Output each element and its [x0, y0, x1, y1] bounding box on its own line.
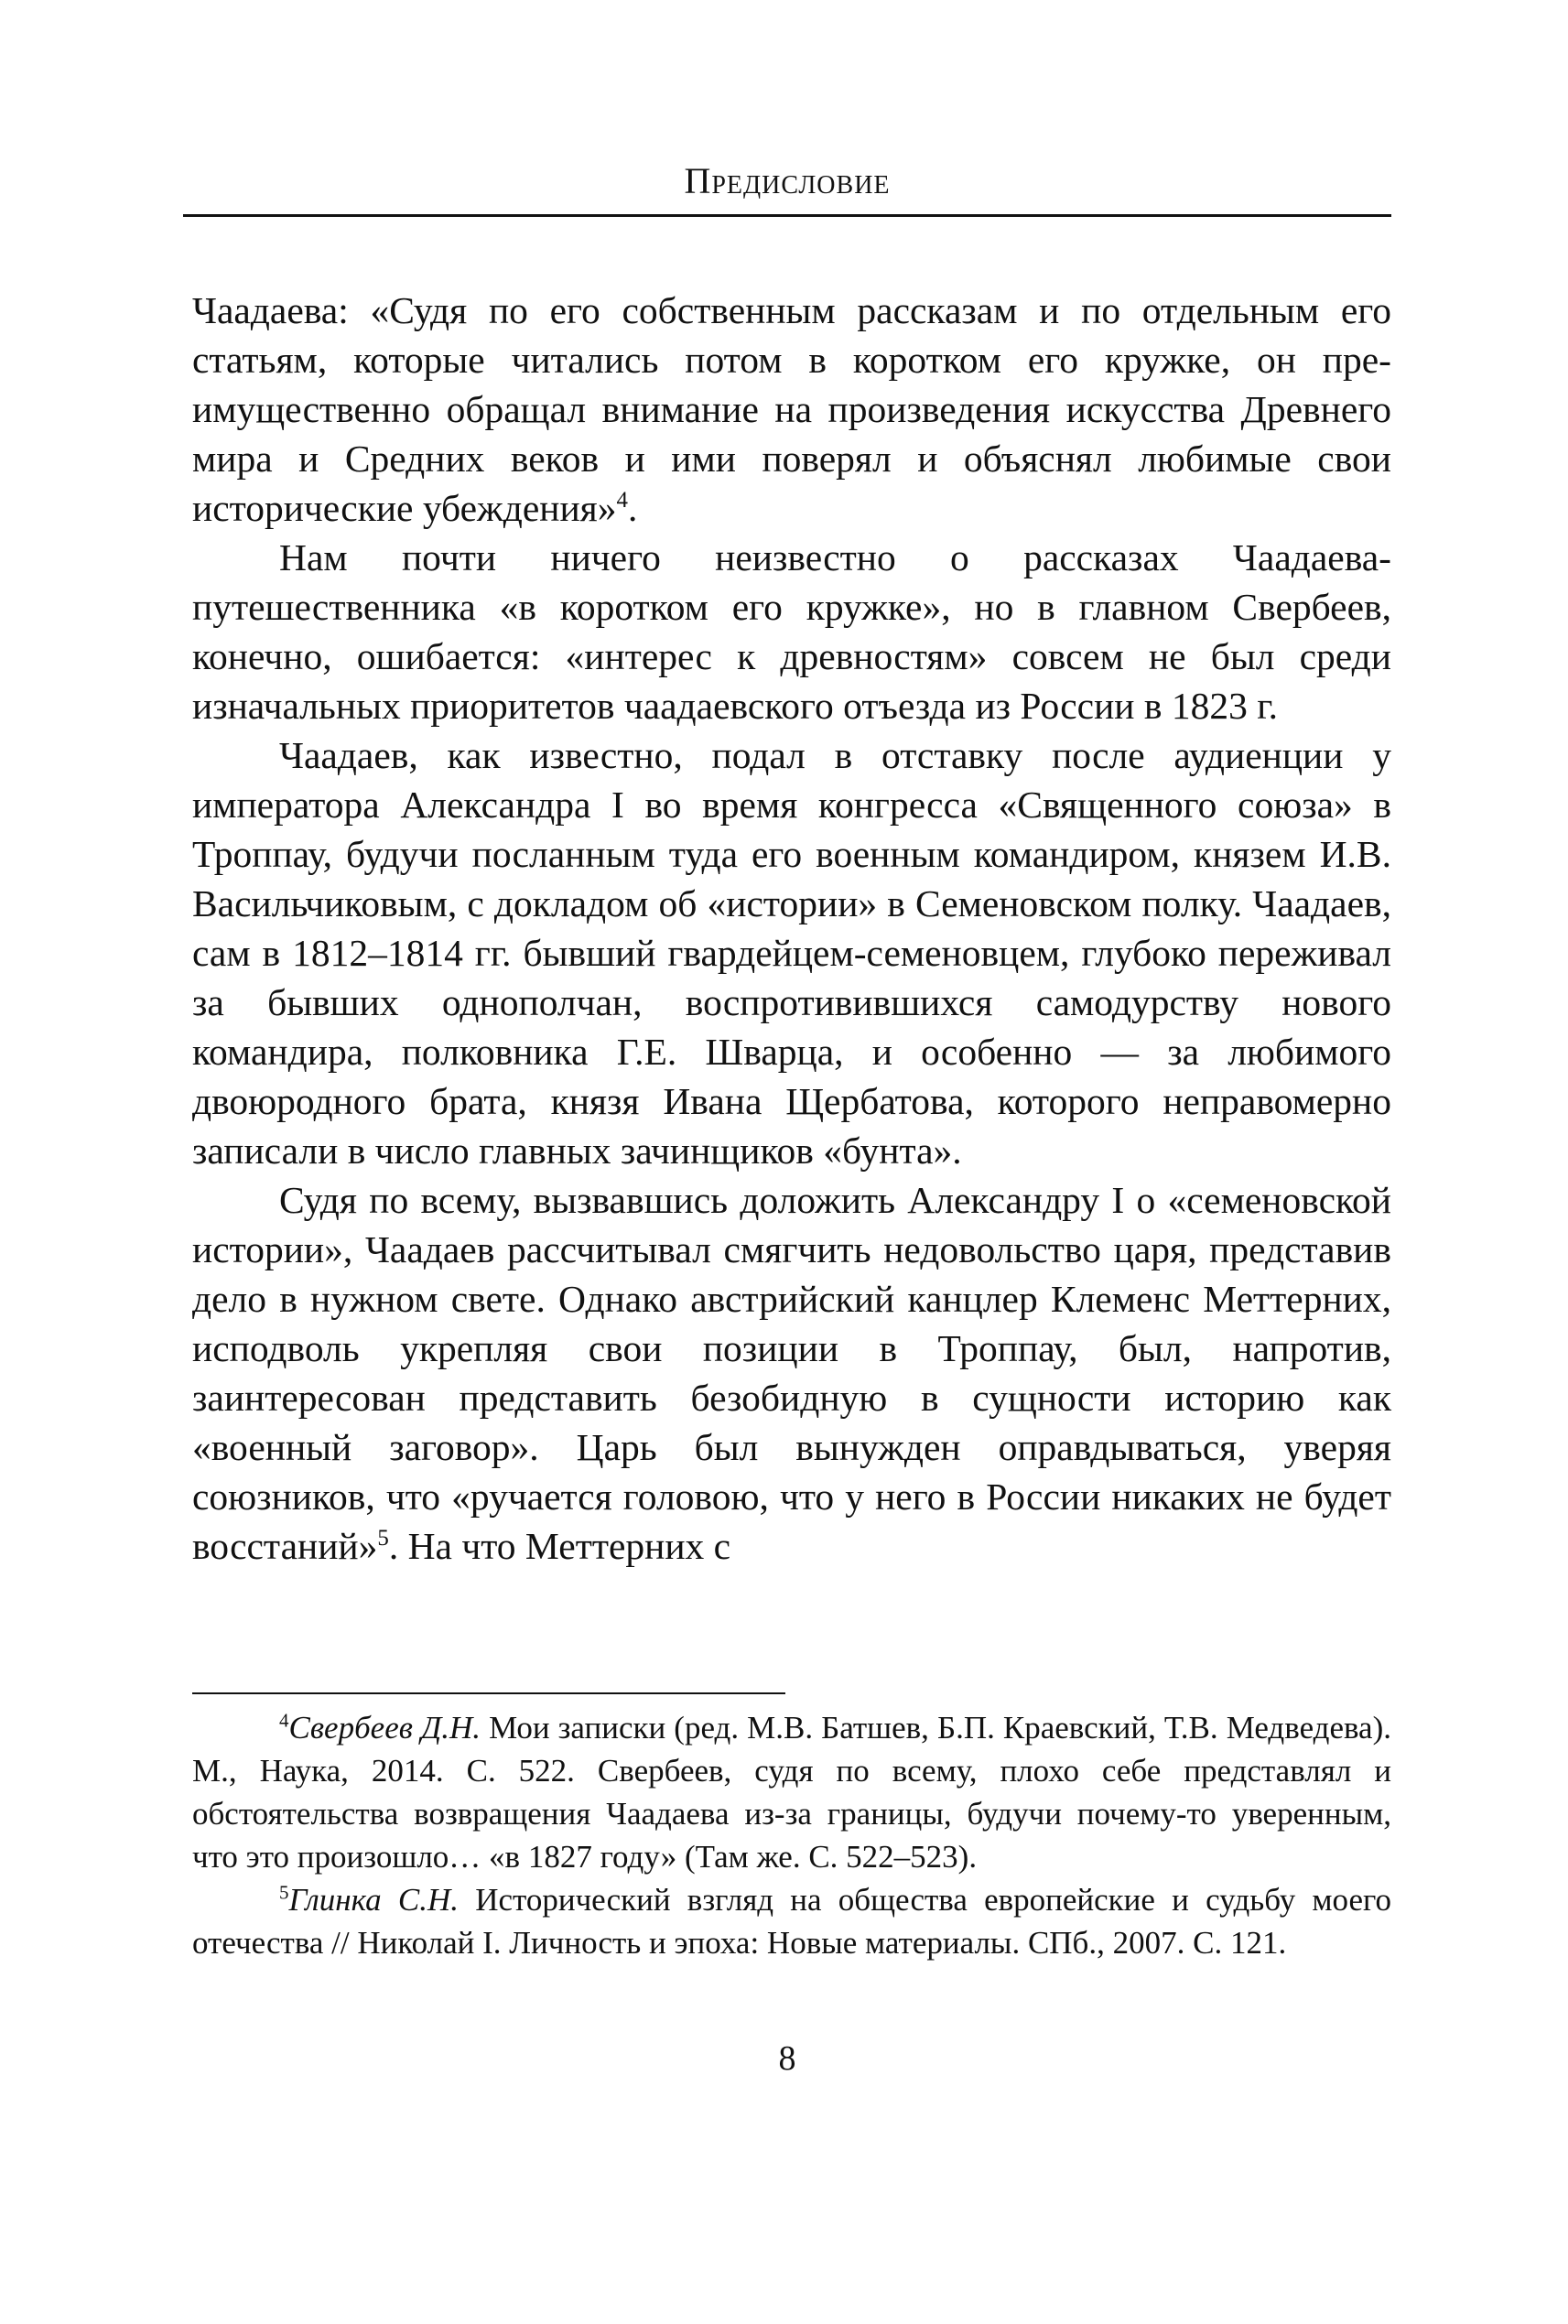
- footnote-marker: 4: [279, 1709, 289, 1732]
- paragraph-4: [192, 1175, 1391, 1571]
- footnote-marker: 5: [279, 1881, 289, 1904]
- footnote-text: Мои записки (ред. М.В. Батшев, Б.П. Краевский, Т.В. Медведева). М., Наука, 2014. С. 522. Свербеев, судя по всему, плохо себе представлял и обстоятельства возвращения Чаадаева из-за границы, будучи почему-то уверенным, что это произошло… «в 1827 году» (Там же. С. 522–523).: [192, 1710, 1391, 1875]
- paragraph-1-tail: .: [627, 487, 638, 529]
- paragraph-4-tail: . На что Меттерних с: [388, 1525, 731, 1567]
- page-number: 8: [778, 2039, 796, 2078]
- footnote-author: Свербеев Д.Н.: [288, 1710, 481, 1746]
- footnote-author: Глинка С.Н.: [288, 1882, 459, 1918]
- footnote-divider: [192, 1692, 785, 1694]
- paragraph-2: Нам почти ничего неизвестно о рассказах Чаадаева-путешественника «в коротком его кружке», но в главном Свербеев, конечно, ошибается: «интерес к древностям» совсем не был среди изначальных приоритетов чаадаевского отъезда из России в 1823 г.: [192, 536, 1391, 727]
- footnote-4: [192, 1706, 1391, 1878]
- main-text: [192, 286, 1391, 1571]
- footnote-ref-5[interactable]: 5: [377, 1526, 389, 1551]
- footnote-5: [192, 1878, 1391, 1964]
- paragraph-1: [192, 286, 1391, 533]
- header-divider: [183, 214, 1391, 217]
- paragraph-3: Чаадаев, как известно, подал в отставку после аудиенции у императора Александра I во время конгресса «Священного союза» в Троппау, будучи посланным туда его военным командиром, князем И.В. Васильчиковым, с докладом об «истории» в Семеновском полку. Чаадаев, сам в 1812–1814 гг. бывший гвардейцем-семеновцем, глубоко переживал за бывших однополчан, воспротивившихся самодурству нового командира, полковника Г.Е. Шварца, и особенно — за любимого двоюродного брата, князя Ивана Щербатова, которого неправомерно записали в число главных зачинщиков «бунта».: [192, 734, 1391, 1172]
- paragraph-4-text: Судя по всему, вызвавшись доложить Александру I о «семеновской истории», Чаадаев рассчитывал смягчить недовольство царя, представив дело в нужном свете. Однако австрийский канцлер Клеменс Меттерних, исподволь укрепляя свои позиции в Троппау, был, напротив, заинтересован представить безобидную в сущности историю как «военный заговор». Царь был вынужден оправдываться, уверяя союзников, что «ручается головою, что у него в России никаких не будет восстаний»: [192, 1179, 1391, 1567]
- running-header: Предисловие: [684, 160, 891, 201]
- paragraph-1-text: Чаадаева: «Судя по его собственным рассказам и по отдельным его статьям, которые читались потом в коротком его кружке, он преимущественно обращал внимание на произведения искусства Древнего мира и Средних веков и ими поверял и объяснял любимые свои исторические убеждения»: [192, 289, 1391, 529]
- footnote-ref-4[interactable]: 4: [616, 488, 628, 513]
- footnotes: [192, 1706, 1391, 1964]
- footnote-text: Исторический взгляд на общества европейские и судьбу моего отечества // Николай I. Личность и эпоха: Новые материалы. СПб., 2007. С. 121.: [192, 1882, 1391, 1961]
